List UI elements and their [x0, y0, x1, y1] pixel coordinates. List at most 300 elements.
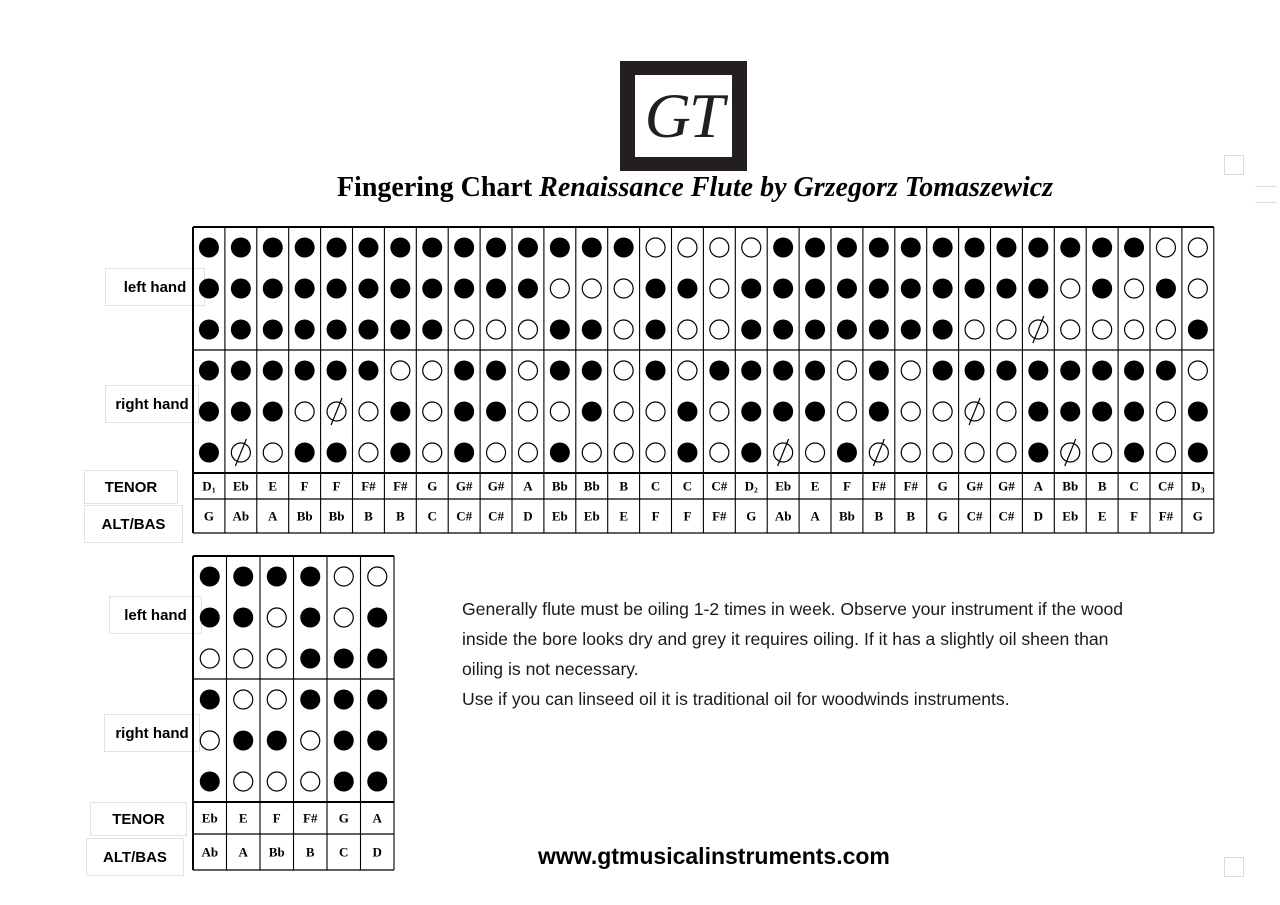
closed-hole [295, 320, 315, 340]
closed-hole [773, 402, 793, 422]
closed-hole [996, 361, 1016, 381]
altbas-note: C# [456, 508, 473, 524]
altbas-note: Bb [268, 844, 285, 860]
closed-hole [422, 238, 442, 258]
closed-hole [741, 443, 761, 463]
open-hole [710, 279, 729, 298]
tenor-note: G# [455, 478, 473, 494]
tenor-note: C# [711, 478, 728, 494]
tenor-note: G# [966, 478, 983, 494]
fingering-chart-extra [190, 553, 400, 878]
closed-hole [869, 402, 889, 422]
altbas-note: Ab [774, 508, 792, 524]
open-hole [359, 443, 378, 462]
closed-hole [263, 402, 283, 422]
tenor-note: D1 [202, 478, 216, 495]
tenor-note: G [338, 810, 349, 826]
instructions-line-3: oiling is not necessary. [462, 659, 639, 679]
closed-hole [300, 567, 320, 587]
tenor-note: F# [303, 810, 318, 826]
instructions-line-2: inside the bore looks dry and grey it requires oiling. If it has a slightly oil sheen than [462, 629, 1109, 649]
open-hole [1125, 320, 1144, 339]
closed-hole [367, 649, 387, 669]
half-hole [774, 439, 793, 466]
closed-hole [1092, 238, 1112, 258]
tenor-note: C# [1158, 478, 1174, 494]
open-hole [614, 402, 633, 421]
closed-hole [933, 238, 953, 258]
altbas-note: Ab [201, 844, 219, 860]
closed-hole [231, 320, 251, 340]
open-hole [200, 731, 219, 750]
closed-hole [422, 279, 442, 299]
altbas-note: A [238, 844, 248, 860]
chart1-left-hand-label: left hand [105, 268, 205, 306]
open-hole [487, 320, 506, 339]
closed-hole [390, 402, 410, 422]
closed-hole [677, 279, 697, 299]
closed-hole [869, 320, 889, 340]
closed-hole [327, 361, 347, 381]
closed-hole [358, 361, 378, 381]
closed-hole [1124, 402, 1144, 422]
tenor-note: D2 [744, 478, 758, 495]
closed-hole [805, 238, 825, 258]
closed-hole [358, 279, 378, 299]
altbas-note: B [906, 508, 916, 524]
closed-hole [901, 320, 921, 340]
closed-hole [263, 320, 283, 340]
page-title [0, 172, 1280, 204]
corner-line [1255, 202, 1277, 203]
closed-hole [390, 238, 410, 258]
closed-hole [454, 443, 474, 463]
altbas-note: B [305, 844, 315, 860]
closed-hole [1156, 279, 1176, 299]
open-hole [710, 320, 729, 339]
tenor-note: G [937, 478, 948, 494]
closed-hole [837, 320, 857, 340]
open-hole [267, 690, 286, 709]
altbas-note: C [339, 844, 349, 860]
closed-hole [837, 279, 857, 299]
closed-hole [486, 238, 506, 258]
tenor-note: D3 [1191, 478, 1205, 495]
closed-hole [334, 690, 354, 710]
open-hole [518, 443, 537, 462]
tenor-note: F# [903, 478, 918, 494]
closed-hole [327, 443, 347, 463]
tenor-note: Eb [201, 810, 218, 826]
closed-hole [300, 649, 320, 669]
closed-hole [486, 361, 506, 381]
open-hole [359, 402, 378, 421]
open-hole [487, 443, 506, 462]
open-hole [263, 443, 282, 462]
closed-hole [231, 361, 251, 381]
closed-hole [677, 402, 697, 422]
gt-logo-inner [635, 75, 732, 157]
open-hole [234, 690, 253, 709]
open-hole [423, 402, 442, 421]
closed-hole [1092, 402, 1112, 422]
closed-hole [233, 731, 253, 751]
altbas-note: Ab [232, 508, 250, 524]
open-hole [933, 443, 952, 462]
closed-hole [582, 320, 602, 340]
altbas-note: A [810, 508, 820, 524]
closed-hole [486, 279, 506, 299]
closed-hole [741, 361, 761, 381]
closed-hole [233, 608, 253, 628]
closed-hole [199, 279, 219, 299]
altbas-note: F# [712, 508, 727, 524]
closed-hole [295, 279, 315, 299]
altbas-note: F# [1158, 508, 1174, 524]
open-hole [837, 361, 856, 380]
closed-hole [300, 690, 320, 710]
corner-line [1255, 186, 1277, 187]
open-hole [646, 443, 665, 462]
oiling-instructions [462, 594, 1222, 714]
closed-hole [805, 279, 825, 299]
half-hole [327, 398, 346, 425]
chart2-left-hand-label: left hand [109, 596, 202, 634]
open-hole [837, 402, 856, 421]
tenor-note: E [268, 478, 278, 494]
closed-hole [1060, 402, 1080, 422]
open-hole [582, 279, 601, 298]
open-hole [1125, 279, 1144, 298]
closed-hole [869, 361, 889, 381]
closed-hole [1028, 402, 1048, 422]
instructions-line-1: Generally flute must be oiling 1-2 times in week. Observe your instrument if the wood [462, 599, 1124, 619]
altbas-note: Bb [328, 508, 345, 524]
closed-hole [773, 238, 793, 258]
closed-hole [454, 361, 474, 381]
closed-hole [390, 443, 410, 463]
closed-hole [367, 690, 387, 710]
open-hole [901, 443, 920, 462]
tenor-note: F# [871, 478, 887, 494]
open-hole [518, 402, 537, 421]
closed-hole [454, 238, 474, 258]
closed-hole [805, 402, 825, 422]
open-hole [1093, 443, 1112, 462]
closed-hole [334, 772, 354, 792]
open-hole [646, 238, 665, 257]
closed-hole [327, 238, 347, 258]
tenor-note: F [332, 478, 341, 494]
open-hole [550, 279, 569, 298]
closed-hole [805, 320, 825, 340]
closed-hole [837, 238, 857, 258]
tenor-note: Bb [1062, 478, 1079, 494]
closed-hole [1028, 443, 1048, 463]
chart2-tenor-label: TENOR [90, 802, 187, 836]
closed-hole [741, 320, 761, 340]
chart1-altbas-label: ALT/BAS [84, 505, 183, 543]
closed-hole [199, 402, 219, 422]
tenor-note: C [1129, 478, 1139, 494]
open-hole [614, 361, 633, 380]
tenor-note: A [372, 810, 382, 826]
closed-hole [200, 567, 220, 587]
altbas-note: G [937, 508, 948, 524]
title-part-3: by Grzegorz Tomaszewicz [753, 172, 1054, 203]
chart2-right-hand-label: right hand [104, 714, 200, 752]
gt-logo [620, 61, 747, 171]
altbas-note: D [372, 844, 382, 860]
closed-hole [231, 402, 251, 422]
altbas-note: Eb [583, 508, 600, 524]
closed-hole [550, 320, 570, 340]
altbas-note: F [683, 508, 692, 524]
closed-hole [454, 402, 474, 422]
open-hole [423, 361, 442, 380]
open-hole [614, 320, 633, 339]
tenor-note: E [238, 810, 248, 826]
closed-hole [965, 238, 985, 258]
closed-hole [550, 443, 570, 463]
open-hole [267, 772, 286, 791]
open-hole [997, 402, 1016, 421]
altbas-note: G [1192, 508, 1203, 524]
closed-hole [933, 361, 953, 381]
closed-hole [358, 238, 378, 258]
closed-hole [358, 320, 378, 340]
closed-hole [518, 279, 538, 299]
closed-hole [486, 402, 506, 422]
open-hole [267, 608, 286, 627]
closed-hole [1156, 361, 1176, 381]
open-hole [200, 649, 219, 668]
altbas-note: B [396, 508, 405, 524]
title-part-2: Renaissance Flute [539, 172, 754, 203]
open-hole [423, 443, 442, 462]
tenor-note: E [810, 478, 820, 494]
open-hole [1061, 279, 1080, 298]
altbas-note: C# [966, 508, 983, 524]
tenor-note: Eb [775, 478, 792, 494]
grid-lines [193, 556, 394, 870]
closed-hole [965, 361, 985, 381]
open-hole [582, 443, 601, 462]
grid-lines [193, 227, 1214, 533]
open-hole [301, 731, 320, 750]
closed-hole [1028, 238, 1048, 258]
half-hole [965, 398, 984, 425]
closed-hole [334, 649, 354, 669]
closed-hole [1188, 443, 1208, 463]
open-hole [710, 443, 729, 462]
open-hole [455, 320, 474, 339]
altbas-note: Bb [838, 508, 855, 524]
tenor-note: F [272, 810, 281, 826]
open-hole [267, 649, 286, 668]
closed-hole [295, 238, 315, 258]
altbas-note: G [746, 508, 757, 524]
closed-hole [200, 772, 220, 792]
altbas-note: Bb [296, 508, 313, 524]
closed-hole [869, 238, 889, 258]
closed-hole [646, 279, 666, 299]
closed-hole [200, 690, 220, 710]
tenor-note: Bb [551, 478, 568, 494]
open-hole [1061, 320, 1080, 339]
open-hole [1156, 320, 1175, 339]
tenor-note: F [300, 478, 309, 494]
closed-hole [233, 567, 253, 587]
open-hole [368, 567, 387, 586]
altbas-note: B [364, 508, 373, 524]
half-hole [869, 439, 888, 466]
altbas-note: B [874, 508, 884, 524]
closed-hole [933, 320, 953, 340]
open-hole [965, 443, 984, 462]
open-hole [334, 608, 353, 627]
closed-hole [709, 361, 729, 381]
open-hole [334, 567, 353, 586]
closed-hole [1124, 238, 1144, 258]
closed-hole [422, 320, 442, 340]
closed-hole [199, 320, 219, 340]
closed-hole [199, 443, 219, 463]
altbas-note: Eb [551, 508, 568, 524]
closed-hole [582, 402, 602, 422]
open-hole [806, 443, 825, 462]
closed-hole [646, 320, 666, 340]
open-hole [550, 402, 569, 421]
closed-hole [741, 402, 761, 422]
closed-hole [996, 279, 1016, 299]
closed-hole [582, 361, 602, 381]
chart1-right-hand-label: right hand [105, 385, 199, 423]
tenor-note: C [682, 478, 693, 494]
closed-hole [901, 279, 921, 299]
closed-hole [300, 608, 320, 628]
closed-hole [901, 238, 921, 258]
altbas-note: G [203, 508, 215, 524]
closed-hole [390, 279, 410, 299]
closed-hole [199, 238, 219, 258]
altbas-note: E [1097, 508, 1107, 524]
open-hole [997, 320, 1016, 339]
open-hole [234, 649, 253, 668]
chart2-altbas-label: ALT/BAS [86, 838, 184, 876]
closed-hole [1092, 361, 1112, 381]
closed-hole [334, 731, 354, 751]
tenor-note: A [1033, 478, 1044, 494]
closed-hole [1060, 238, 1080, 258]
closed-hole [550, 238, 570, 258]
closed-hole [741, 279, 761, 299]
closed-hole [1092, 279, 1112, 299]
closed-hole [263, 361, 283, 381]
tenor-note: G [427, 478, 438, 494]
open-hole [1093, 320, 1112, 339]
altbas-note: E [619, 508, 628, 524]
open-hole [646, 402, 665, 421]
tenor-note: B [619, 478, 628, 494]
open-hole [518, 361, 537, 380]
closed-hole [1124, 361, 1144, 381]
altbas-note: Eb [1062, 508, 1079, 524]
tenor-note: Eb [232, 478, 249, 494]
instructions-line-4: Use if you can linseed oil it is traditional oil for woodwinds instruments. [462, 689, 1010, 709]
website-url: www.gtmusicalinstruments.com [538, 843, 890, 869]
closed-hole [1188, 402, 1208, 422]
open-hole [997, 443, 1016, 462]
closed-hole [837, 443, 857, 463]
closed-hole [582, 238, 602, 258]
half-hole [231, 439, 250, 466]
closed-hole [390, 320, 410, 340]
closed-hole [295, 361, 315, 381]
corner-mark [1224, 155, 1244, 175]
closed-hole [263, 238, 283, 258]
open-hole [1188, 361, 1207, 380]
closed-hole [199, 361, 219, 381]
open-hole [1156, 238, 1175, 257]
tenor-note: F [842, 478, 851, 494]
gt-logo-text: GT [644, 80, 723, 151]
closed-hole [200, 608, 220, 628]
closed-hole [327, 279, 347, 299]
open-hole [391, 361, 410, 380]
tenor-note: F# [361, 478, 376, 494]
closed-hole [263, 279, 283, 299]
altbas-note: D [1033, 508, 1044, 524]
altbas-note: C# [998, 508, 1015, 524]
closed-hole [367, 772, 387, 792]
closed-hole [614, 238, 634, 258]
closed-hole [295, 443, 315, 463]
closed-hole [1124, 443, 1144, 463]
altbas-note: C [427, 508, 437, 524]
closed-hole [454, 279, 474, 299]
closed-hole [773, 279, 793, 299]
closed-hole [996, 238, 1016, 258]
altbas-note: D [523, 508, 533, 524]
closed-hole [231, 279, 251, 299]
open-hole [710, 402, 729, 421]
open-hole [901, 402, 920, 421]
closed-hole [869, 279, 889, 299]
open-hole [742, 238, 761, 257]
tenor-note: A [523, 478, 533, 494]
open-hole [614, 443, 633, 462]
half-hole [1061, 439, 1080, 466]
open-hole [678, 320, 697, 339]
closed-hole [805, 361, 825, 381]
tenor-note: C [650, 478, 661, 494]
open-hole [1188, 279, 1207, 298]
closed-hole [677, 443, 697, 463]
closed-hole [1060, 361, 1080, 381]
tenor-note: B [1097, 478, 1107, 494]
closed-hole [550, 361, 570, 381]
tenor-note: Bb [583, 478, 600, 494]
closed-hole [327, 320, 347, 340]
closed-hole [1188, 320, 1208, 340]
closed-hole [231, 238, 251, 258]
closed-hole [773, 320, 793, 340]
fingering-chart-main [190, 224, 1220, 540]
open-hole [1156, 443, 1175, 462]
tenor-note: F# [393, 478, 408, 494]
closed-hole [773, 361, 793, 381]
